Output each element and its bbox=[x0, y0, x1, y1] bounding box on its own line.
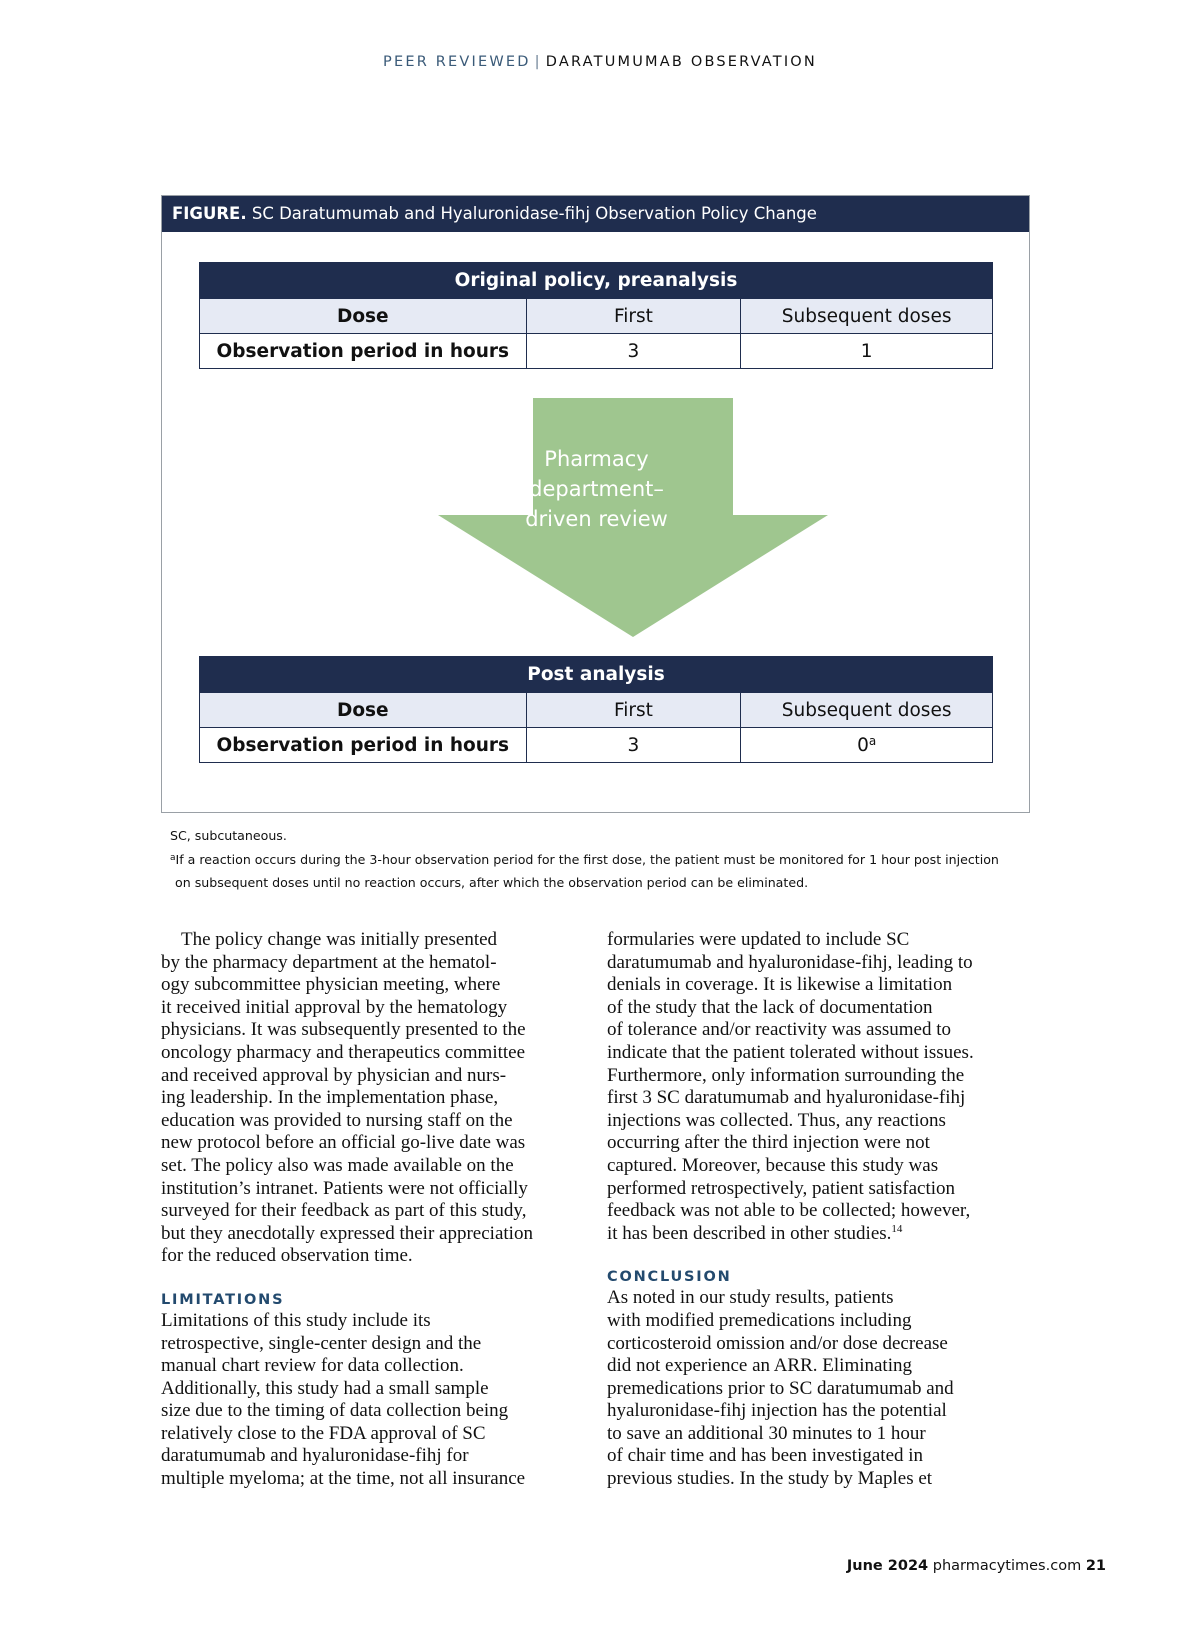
text-line: with modified premedications including bbox=[607, 1309, 912, 1331]
text-line: performed retrospectively, patient satisfaction bbox=[607, 1177, 956, 1199]
text-line: size due to the timing of data collection being bbox=[161, 1400, 509, 1422]
text-line: by the pharmacy department at the hematol- bbox=[161, 951, 497, 973]
first-dose-header-cell: First bbox=[526, 693, 741, 728]
subsequent-doses-value: 0 bbox=[857, 735, 869, 756]
observation-label-cell: Observation period in hours bbox=[200, 728, 527, 763]
text-line: previous studies. In the study by Maples et bbox=[607, 1468, 933, 1490]
text-line: set. The policy also was made available on the bbox=[161, 1154, 514, 1176]
arrow-label-line: Pharmacy bbox=[544, 447, 649, 471]
text-line: relatively close to the FDA approval of SC bbox=[161, 1422, 486, 1444]
first-dose-header-cell: First bbox=[526, 299, 741, 334]
text-line: but they anecdotally expressed their appreciation bbox=[161, 1222, 533, 1244]
text-line: of tolerance and/or reactivity was assumed to bbox=[607, 1019, 951, 1041]
text-line: institution’s intranet. Patients were not officially bbox=[161, 1177, 528, 1199]
post-analysis-table bbox=[199, 656, 993, 763]
text-line: Additionally, this study had a small sample bbox=[161, 1377, 489, 1399]
text-line: daratumumab and hyaluronidase-fihj for bbox=[161, 1445, 469, 1467]
text-line bbox=[607, 1223, 1039, 1246]
text-line: hyaluronidase-fihj injection has the potential bbox=[607, 1400, 947, 1422]
footnote-a bbox=[170, 847, 1050, 871]
dose-label-cell: Dose bbox=[200, 299, 527, 334]
header-separator: | bbox=[534, 54, 542, 70]
text-line: and received approval by physician and nurs- bbox=[161, 1064, 507, 1086]
arrow-label-line: department– bbox=[529, 477, 664, 501]
text-line: ing leadership. In the implementation phase, bbox=[161, 1087, 499, 1109]
text-line: As noted in our study results, patients bbox=[607, 1287, 894, 1309]
observation-label-cell: Observation period in hours bbox=[200, 334, 527, 369]
page-number: 21 bbox=[1085, 1558, 1106, 1574]
text-line: daratumumab and hyaluronidase-fihj, leading to bbox=[607, 951, 973, 973]
text-line: education was provided to nursing staff on the bbox=[161, 1109, 513, 1131]
text-line: corticosteroid omission and/or dose decrease bbox=[607, 1332, 948, 1354]
text-line: first 3 SC daratumumab and hyaluronidase-fihj bbox=[607, 1087, 966, 1109]
text-line: of chair time and has been investigated in bbox=[607, 1445, 924, 1467]
text-line: new protocol before an official go-live date was bbox=[161, 1132, 526, 1154]
limitations-continued-paragraph bbox=[607, 929, 1039, 1245]
abbreviation-note: SC, subcutaneous. bbox=[170, 828, 287, 843]
limitations-paragraph bbox=[161, 1310, 593, 1491]
text-line: feedback was not able to be collected; however, bbox=[607, 1200, 971, 1222]
text-line: surveyed for their feedback as part of this study, bbox=[161, 1200, 527, 1222]
text-line: injections was collected. Thus, any reactions bbox=[607, 1109, 946, 1131]
text-line: did not experience an ARR. Eliminating bbox=[607, 1355, 912, 1377]
subsequent-doses-header-cell: Subsequent doses bbox=[741, 299, 993, 334]
issue-date: June 2024 bbox=[846, 1558, 929, 1574]
text-line: for the reduced observation time. bbox=[161, 1245, 413, 1267]
citation-marker: 14 bbox=[891, 1222, 903, 1235]
arrow-label-line: driven review bbox=[525, 507, 668, 531]
text-line: The policy change was initially presented bbox=[181, 929, 498, 950]
figure-box bbox=[161, 195, 1030, 813]
footnote-marker: a bbox=[868, 734, 877, 748]
text-line: it received initial approval by the hematology bbox=[161, 996, 508, 1018]
header-section-label: PEER REVIEWED bbox=[383, 54, 531, 70]
subsequent-doses-value-cell: 1 bbox=[741, 334, 993, 369]
limitations-heading: LIMITATIONS bbox=[161, 1291, 285, 1308]
subsequent-doses-value-cell bbox=[741, 728, 993, 763]
table-title-row bbox=[200, 657, 993, 693]
text-line: captured. Moreover, because this study was bbox=[607, 1154, 939, 1176]
text-line-content: it has been described in other studies. bbox=[607, 1222, 892, 1244]
header-article-title: DARATUMUMAB OBSERVATION bbox=[545, 54, 817, 70]
figure-notes bbox=[170, 824, 1050, 894]
page-footer bbox=[847, 1558, 1106, 1574]
first-dose-value-cell: 3 bbox=[526, 334, 741, 369]
first-dose-value-cell: 3 bbox=[526, 728, 741, 763]
table-row bbox=[200, 728, 993, 763]
text-line: oncology pharmacy and therapeutics committee bbox=[161, 1041, 526, 1063]
text-line: Furthermore, only information surrounding the bbox=[607, 1064, 965, 1086]
text-line: of the study that the lack of documentation bbox=[607, 996, 933, 1018]
text-line: manual chart review for data collection. bbox=[161, 1355, 464, 1377]
text-line: indicate that the patient tolerated without issues. bbox=[607, 1041, 974, 1063]
figure-caption-text: SC Daratumumab and Hyaluronidase-fihj Observation Policy Change bbox=[251, 204, 817, 223]
text-line: Limitations of this study include its bbox=[161, 1309, 431, 1331]
text-line: physicians. It was subsequently presented to the bbox=[161, 1019, 526, 1041]
text-line: denials in coverage. It is likewise a limitation bbox=[607, 974, 953, 996]
footnote-text-line: on subsequent doses until no reaction occurs, after which the observation period can be eliminated. bbox=[175, 875, 809, 890]
text-line: ogy subcommittee physician meeting, where bbox=[161, 974, 501, 996]
text-line: multiple myeloma; at the time, not all insurance bbox=[161, 1468, 526, 1490]
text-line: formularies were updated to include SC bbox=[607, 929, 910, 950]
text-line: occurring after the third injection were not bbox=[607, 1132, 930, 1154]
left-column bbox=[161, 929, 593, 1491]
table-row bbox=[200, 693, 993, 728]
conclusion-heading: CONCLUSION bbox=[607, 1269, 732, 1286]
original-policy-title: Original policy, preanalysis bbox=[200, 263, 993, 299]
footnote-text-line: If a reaction occurs during the 3-hour observation period for the first dose, the patient must be monitored for 1 hour post injection bbox=[175, 852, 999, 867]
right-column bbox=[607, 929, 1039, 1491]
dose-label-cell: Dose bbox=[200, 693, 527, 728]
subsequent-doses-header-cell: Subsequent doses bbox=[741, 693, 993, 728]
conclusion-paragraph bbox=[607, 1287, 1039, 1490]
text-line: to save an additional 30 minutes to 1 hour bbox=[607, 1422, 926, 1444]
figure-caption-label: FIGURE. bbox=[172, 204, 247, 223]
running-header bbox=[0, 54, 1200, 70]
footnote-mark: a bbox=[170, 853, 176, 863]
text-line: premedications prior to SC daratumumab and bbox=[607, 1377, 954, 1399]
arrow-label bbox=[162, 444, 1031, 534]
text-line: retrospective, single-center design and the bbox=[161, 1332, 482, 1354]
site-url: pharmacytimes.com bbox=[932, 1558, 1082, 1574]
post-analysis-title: Post analysis bbox=[200, 657, 993, 693]
policy-change-paragraph bbox=[161, 929, 593, 1268]
